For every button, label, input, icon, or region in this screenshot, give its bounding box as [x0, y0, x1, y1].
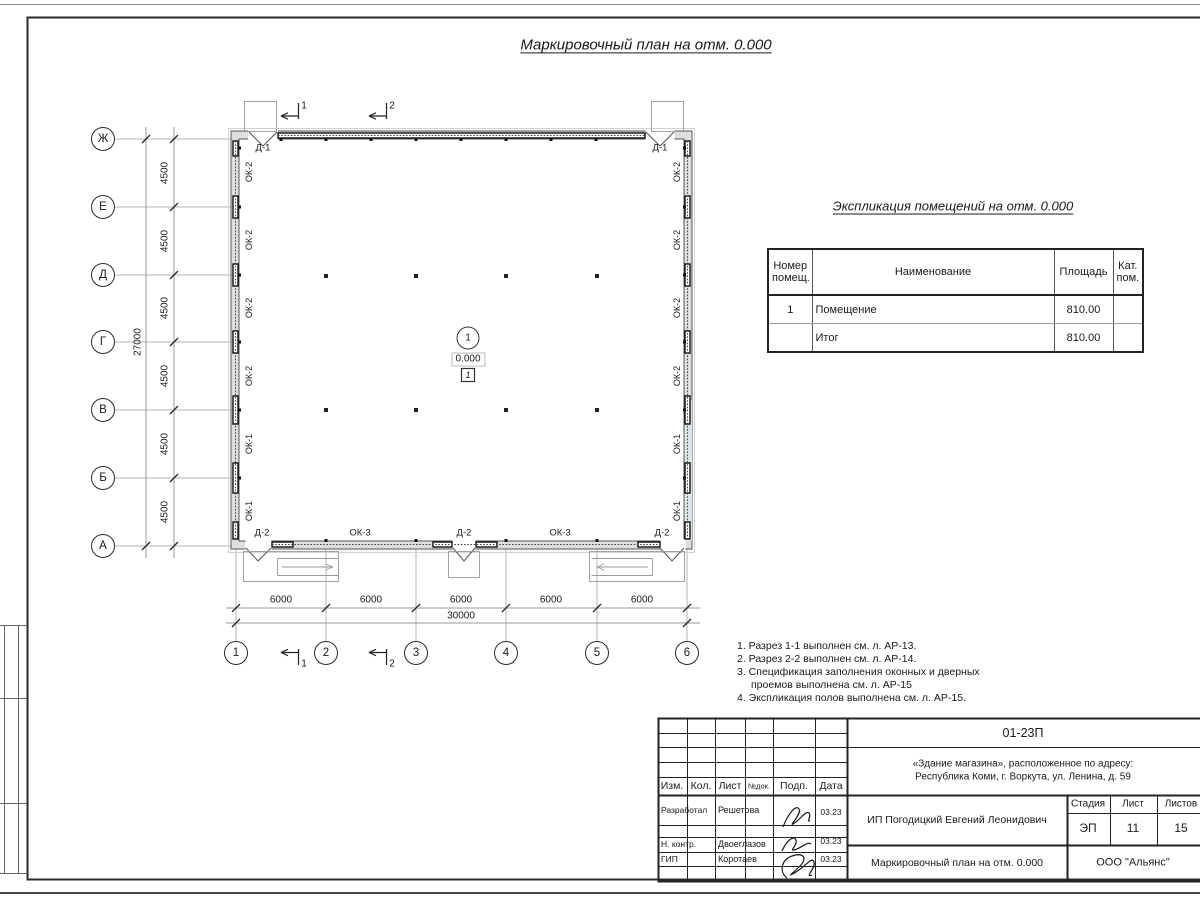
role-name: Двоеглазов	[718, 839, 766, 849]
dim-label: 6000	[630, 594, 654, 606]
role-label: Разработал	[661, 805, 708, 815]
window-label: ОК-2	[243, 161, 254, 183]
note-line: 4. Экспликация полов выполнена см. л. АР-15.	[737, 692, 966, 704]
window-label: ОК-2	[243, 365, 254, 387]
section-mark: 2	[389, 100, 395, 112]
cell-name: Помещение	[812, 295, 1054, 324]
window-label: ОК-1	[243, 500, 254, 522]
role-label: Н. контр.	[661, 839, 697, 849]
axis-label: 3	[412, 647, 420, 659]
cell-area: 810.00	[1054, 295, 1113, 324]
axis-bubble-col	[404, 641, 428, 665]
cell-name: Итог	[812, 324, 1054, 353]
sheet-value: 11	[1126, 821, 1140, 836]
axis-label: 2	[322, 647, 330, 659]
level-mark: 0.000	[455, 353, 481, 365]
dim-label: 4500	[159, 229, 171, 253]
axis-bubble-row	[91, 127, 115, 151]
dim-label: 6000	[539, 594, 563, 606]
axis-bubble-col	[314, 641, 338, 665]
note-line: проемов выполнена см. л. АР-15	[751, 679, 912, 691]
cell-cat	[1113, 295, 1143, 324]
axis-bubble-row	[91, 398, 115, 422]
note-line: 1. Разрез 1-1 выполнен см. л. АР-13.	[737, 640, 917, 652]
room-number-bubble: 1	[465, 332, 471, 344]
dim-label: 4500	[159, 432, 171, 456]
table-row	[768, 324, 1143, 353]
col-header: Номер помещ.	[768, 249, 812, 295]
role-date: 03.23	[820, 807, 842, 818]
window-label: ОК-2	[671, 161, 682, 183]
section-mark: 1	[301, 658, 307, 670]
window-label: ОК-2	[243, 297, 254, 319]
explication-title: Экспликация помещений на отм. 0.000	[832, 198, 1074, 214]
note-line: 3. Спецификация заполнения оконных и дверных	[737, 666, 980, 678]
window-label: ОК-2	[671, 229, 682, 251]
axis-label: В	[99, 404, 107, 416]
stage-header: Стадия	[1070, 798, 1106, 810]
window-label: ОК-3	[549, 527, 571, 539]
col-header: Площадь	[1054, 249, 1113, 295]
dim-label: 4500	[159, 500, 171, 524]
doc-number: 01-23П	[1002, 725, 1044, 740]
door-label: Д-2	[254, 527, 270, 539]
window-label: ОК-2	[671, 365, 682, 387]
door-label: Д-1	[652, 142, 668, 154]
explication-table	[767, 248, 1144, 353]
axis-bubble-row	[91, 195, 115, 219]
axis-label: 5	[593, 647, 601, 659]
table-header-row	[768, 249, 1143, 295]
sheet-header: Лист	[1122, 798, 1144, 810]
section-mark: 2	[389, 658, 395, 670]
cell-area: 810.00	[1054, 324, 1113, 353]
floor-tag: 1	[465, 369, 471, 380]
stamp-col-header: Дата	[819, 779, 843, 792]
cell-cat	[1113, 324, 1143, 353]
axis-bubble-col	[494, 641, 518, 665]
axis-bubble-row	[91, 466, 115, 490]
stamp-col-header: Лист	[718, 779, 742, 792]
cell-num	[768, 324, 812, 353]
sheet-name: Маркировочный план на отм. 0.000	[870, 856, 1044, 869]
door-label: Д-1	[255, 142, 271, 154]
client-name: ИП Погодицкий Евгений Леонидович	[867, 813, 1047, 826]
axis-bubble-row	[91, 534, 115, 558]
door-label: Д-2	[456, 527, 472, 539]
window-label: ОК-2	[671, 297, 682, 319]
window-label: ОК-1	[671, 500, 682, 522]
note-line: 2. Разрез 2-2 выполнен см. л. АР-14.	[737, 653, 917, 665]
axis-bubble-col	[224, 641, 248, 665]
dim-label: 4500	[159, 296, 171, 320]
window-label: ОК-2	[243, 229, 254, 251]
axis-label: 6	[683, 647, 691, 659]
stamp-col-header: Кол.	[690, 779, 712, 792]
section-mark: 1	[301, 100, 307, 112]
col-header: Наименование	[812, 249, 1054, 295]
axis-label: Е	[99, 201, 107, 213]
col-header: Кат. пом.	[1113, 249, 1143, 295]
stage-value: ЭП	[1079, 821, 1097, 836]
project-address: Республика Коми, г. Воркута, ул. Ленина, д. 59	[915, 771, 1131, 783]
dim-total-label: 27000	[132, 328, 144, 356]
axis-bubble-col	[675, 641, 699, 665]
sheets-value: 15	[1174, 821, 1188, 836]
door-label: Д-2	[654, 527, 670, 539]
axis-bubble-col	[585, 641, 609, 665]
axis-label: 1	[232, 647, 240, 659]
window-label: ОК-1	[671, 433, 682, 455]
axis-label: Г	[99, 336, 107, 348]
stamp-col-header: Подп.	[780, 779, 808, 792]
table-row	[768, 295, 1143, 324]
stamp-col-header: №док.	[748, 781, 770, 791]
cell-num: 1	[768, 295, 812, 324]
dim-label: 6000	[269, 594, 293, 606]
sheets-header: Листов	[1164, 798, 1198, 810]
axis-bubble-row	[91, 330, 115, 354]
dim-label: 6000	[449, 594, 473, 606]
role-date: 03.23	[820, 836, 842, 847]
dim-label: 4500	[159, 364, 171, 388]
window-label: ОК-1	[243, 433, 254, 455]
role-name: Коротаев	[718, 854, 757, 864]
stamp-col-header: Изм.	[660, 779, 684, 792]
role-date: 03.23	[820, 854, 842, 865]
company-name: ООО "Альянс"	[1096, 856, 1170, 869]
window-label: ОК-3	[349, 527, 371, 539]
role-name: Решетова	[718, 805, 760, 815]
axis-bubble-row	[91, 263, 115, 287]
role-label: ГИП	[661, 854, 678, 864]
axis-label: Б	[99, 472, 107, 484]
project-address: «Здание магазина», расположенное по адресу:	[912, 758, 1134, 770]
axis-label: Ж	[97, 133, 109, 145]
dim-label: 6000	[359, 594, 383, 606]
axis-label: А	[99, 540, 107, 552]
dim-total-label: 30000	[447, 610, 475, 622]
axis-label: 4	[502, 647, 510, 659]
dim-label: 4500	[159, 161, 171, 185]
page-title: Маркировочный план на отм. 0.000	[520, 36, 772, 54]
axis-label: Д	[99, 269, 107, 281]
